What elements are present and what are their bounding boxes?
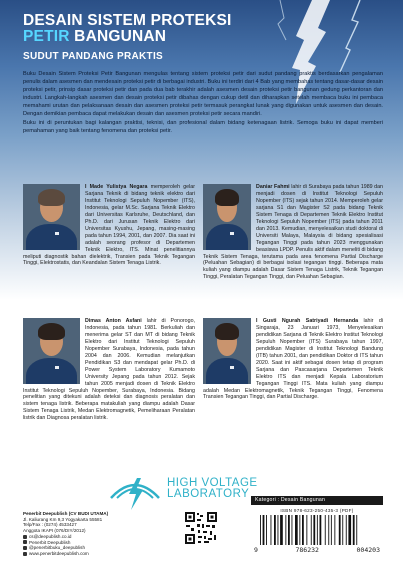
author-block-4 [203,318,383,401]
lab-logo-emblem-icon [107,468,163,512]
facebook-icon [23,540,27,544]
lab-logo-line2: LABORATORY [167,488,250,500]
publisher-member: Anggota IKAPI (076/DIY/2012) [23,528,86,534]
publisher-phone: Telp/Fax : (0274) 4533427 [23,522,77,528]
author-block-1-name: I Made Yulistya Negara [85,184,148,190]
barcode-digits [251,546,383,554]
author-block-2-bio: lahir di Surabaya pada tahun 1989 dan menjadi dosen di Institut Teknologi Sepuluh Nopember (ITS) sejak tahun 2014. Memperoleh gelar sarjana S1 dan Magister S2 pada bidang Teknik Sistem Tenaga di Departemen Teknik Elektro Institut Teknologi Sepuluh Nopember (ITS) pada tahun 2011 dan 2013. Kemudian, menyelesaikan studi doktoral di Universiti Malaya, Malaysia di bidang spesialisasi Tegangan Tinggi pada tahun 2023 menggunakan beasiswa LPDP. Penulis aktif dalam meneliti di bidang Teknik Sistem Tenaga, terutama pada area fenomena Partial Discharge (Peluahan Sebagian) di berbagai isolasi tegangan tinggi. Beberapa mata kuliah yang diampu adalah Dasar Sistem Tenaga Listrik, Teknik Tegangan Tinggi, Peralatan Tegangan Tinggi, dan Peluahan Sebagian. [203,184,383,281]
publisher-name: Penerbit Deepublish (CV BUDI UTAMA) [23,511,109,516]
qr-code-icon [184,511,218,545]
social-facebook: Penerbit Deepublish [23,540,183,546]
author-block-3-bio: lahir di Ponorogo, Indonesia, pada tahun 1981. Berkuliah dan menerima gelar ST dan MT di bidang Teknik Elektro dari Institut Teknologi Sepuluh Nopember Surabaya, Indonesia, pada tahun 2004 dan 2006. Kemudian melanjutkan Pendidikan S3 dan mendapat gelar Ph.D. di Power System Laboratory Kumamoto University Jepang pada tahun 2012. Sejak tahun 2005 menjadi dosen di Teknik Elektro Institut Teknologi Sepuluh Nopember, Surabaya, Indonesia. Bidang penelitian yang ditekuni adalah deteksi dan diagnosis peralatan dan sistem tenaga listrik. Beberapa matakuliah yang diampu adalah Dasar Sistem Tenaga Listrik, Medan Elektromagnetik, Pemeliharaan Peralatan listrik dan Diagnosa peralatan listrik. [23,318,195,422]
barcode-digit-prefix: 9 [254,546,258,554]
lab-logo-line1: HIGH VOLTAGE [167,477,258,489]
email-icon [23,535,27,539]
social-email: cs@deepublish.co.id [23,534,183,540]
barcode-digit-group-1: 786232 [295,546,319,554]
publisher-info [23,511,183,557]
instagram-icon [23,546,27,550]
book-title-accent: PETIR [23,28,70,45]
author-block-3 [23,318,195,422]
author-block-2 [203,184,383,281]
book-title-line1: DESAIN SISTEM PROTEKSI [23,12,232,29]
book-blurb [23,71,383,138]
author-block-3-name: Dimas Anton Asfani [85,318,142,324]
author-block-4-name: I Gusti Ngurah Satriyadi Hernanda [256,318,359,324]
author-block-4-bio: lahir di Singaraja, 23 Januari 1973, Menyelesaikan pendidikan Sarjana di Teknik Elektro Institut Teknologi Sepuluh Nopember (ITS) Surabaya tahun 1997, pendidikan Magister di Institut Teknologi Bandung (ITB) tahun 2001, dan pendidikan Doktor di ITS tahun 2020. Saat ini aktif sebagai dosen tetap di program Sarjana dan Pascasarjana Departemen Teknik Elektro ITS dan menjadi Kepala Laboratorium Tegangan Tinggi ITS. Mata kuliah yang diampu adalah Medan Elektromagnetik, Teknik Tegangan Tinggi, Fenomena Transien Tegangan Tinggi, dan Partial Discharge. [203,318,383,401]
book-title [23,13,232,45]
publisher-address: Jl. Kaliurang Km 9,3 Yogyakarta 55581 [23,516,103,522]
lab-logo-text [167,478,258,500]
blurb-paragraph-2: Buku ini di peruntukan bagi kalangan praktisi, teknisi, dan profesional dalam bidang ketenagaan listrik. Semoga buku ini dapat memberi pemahaman yang baik tentang fenomena dan proteksi petir. [23,120,383,135]
author-block-1-bio: memperoleh gelar Sarjana Teknik di bidang teknik elektro dari Institut Teknologi Sepuluh Nopember (ITS), Indonesia, gelar M.Sc. Sarjana Teknik Elektro dari Universitas Karlsruhe, Deutschland, dan Ph.D. dari Jurusan Teknik Elektro dari Universitas Kyushu, Jepang, masing-masing pada tahun 1994, 2001, dan 2007. Dia saat ini adalah seorang profesor di Departemen Teknik Elektro, ITS. Minat penelitiannya meliputi diagnostik bahan dielektrik, Transien pada Teknik Tegangan Tinggi, Elektrostatis, dan Keandalan Sistem Tenaga Listrik. [23,184,195,267]
isbn-barcode [258,515,380,545]
globe-icon [23,552,27,556]
book-title-line2: BANGUNAN [74,28,167,45]
author-block-1 [23,184,195,267]
category-label: Kategori : Desain Bangunan [251,496,383,505]
author-block-2-name: Daniar Fahmi [256,184,290,190]
social-website: www.penerbitdeepublish.com [23,551,183,557]
book-subtitle: SUDUT PANDANG PRAKTIS [23,51,164,62]
blurb-paragraph-1: Buku Desain Sistem Proteksi Petir Bangunan mengulas tentang sistem proteksi petir dari sudut pandang praktis berdasarkan pengalaman penulis dalam asesmen dan mendesain proteksi petir di berbagai industri. Buku ini terdiri dari 4 Bab yang membahas tentang dasar-dasar desain proteksi petir, prinsip dasar proteksi petir dan pada dua bab terakhir adalah asesmen desain proteksi petir bangunan gedung perkantoran dan industri. Langkah-langkah asesmen dan desain proteksi petir dibahas dengan cukup detil dan diharapkan setelah membaca buku ini pembaca memahami urutan dan pelaksanaan desain dan asesmen proteksi petir termasuk perangkat lunak yang digunakan untuk asesmen dan desain. Dengan demikian pembaca dapat melakukan desain dan asesmen proteksi petir secara mandiri. [23,71,383,117]
social-instagram: @penerbitbuku_deepublish [23,545,183,551]
barcode-digit-group-2: 004203 [356,546,380,554]
isbn-text: ISBN 978-623-250-435-3 (PDF) [280,508,354,513]
